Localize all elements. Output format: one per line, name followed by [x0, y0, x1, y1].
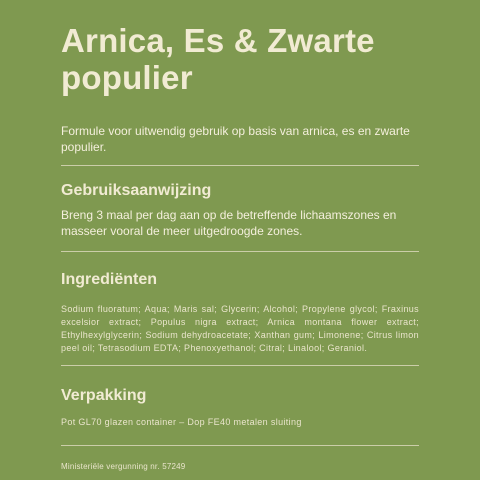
divider	[61, 365, 419, 366]
license-number: Ministeriële vergunning nr. 57249	[61, 462, 186, 471]
divider	[61, 251, 419, 252]
product-info-panel	[61, 22, 419, 472]
divider	[61, 445, 419, 446]
product-intro: Formule voor uitwendig gebruik op basis van arnica, es en zwarte populier.	[61, 124, 410, 154]
ingredients-text: Sodium fluoratum; Aqua; Maris sal; Glycerin; Alcohol; Propylene glycol; Fraxinus excelsior extract; Populus nigra extract; Arnica montana flower extract; Ethylhexylglycerin; Sodium dehydroacetate; Xanthan gum; Limonene; Citrus limon peel oil; Tetrasodium EDTA; Phenoxyethanol; Citral; Linalool; Geraniol.	[61, 304, 419, 353]
product-title: Arnica, Es & Zwarte populier	[61, 22, 375, 96]
usage-text: Breng 3 maal per dag aan op de betreffende lichaamszones en masseer vooral de meer uitgedroogde zones.	[61, 208, 397, 238]
packaging-text: Pot GL70 glazen container – Dop FE40 metalen sluiting	[61, 417, 302, 427]
divider	[61, 165, 419, 166]
packaging-heading: Verpakking	[61, 387, 147, 404]
ingredients-heading: Ingrediënten	[61, 271, 158, 288]
usage-heading: Gebruiksaanwijzing	[61, 182, 212, 199]
